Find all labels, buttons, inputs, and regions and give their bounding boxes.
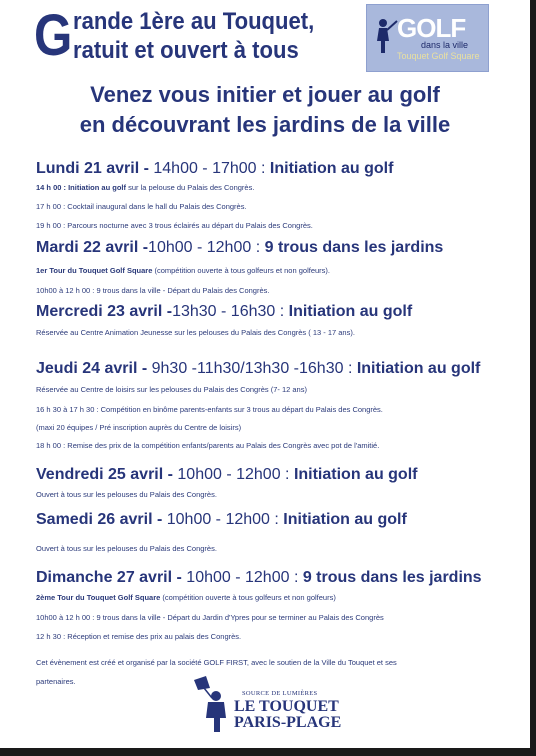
day-heading-sunday — [36, 569, 482, 587]
day-label: Mardi 22 avril - — [36, 239, 149, 256]
header-line-1: rande 1ère au Touquet, — [73, 8, 315, 35]
day-title: 9 trous dans les jardins — [302, 569, 482, 586]
footer-logo-tagline: SOURCE DE LUMIÈRES — [242, 690, 318, 697]
schedule-line: Ouvert à tous sur les pelouses du Palais des Congrès. — [36, 544, 217, 553]
schedule-line: 1er Tour du Touquet Golf Square (compétition ouverte à tous golfeurs et non golfeurs). — [36, 266, 330, 275]
day-time: 14h00 - 17h00 : — [148, 160, 270, 177]
day-heading-tuesday — [36, 239, 443, 257]
schedule-line: Réservée au Centre Animation Jeunesse sur les pelouses du Palais des Congrès ( 13 - 17 ans). — [36, 328, 355, 337]
day-title: Initiation au golf — [269, 160, 394, 177]
schedule-line: 12 h 30 : Réception et remise des prix au palais des Congrès. — [36, 632, 242, 641]
schedule-line: (maxi 20 équipes / Pré inscription auprès du Centre de loisirs) — [36, 423, 242, 432]
child-with-kite-icon — [190, 676, 234, 734]
subtitle-line-2: en découvrant les jardins de la ville — [79, 112, 451, 137]
scan-edge-right — [530, 0, 536, 756]
schedule-line: 10h00 à 12 h 00 : 9 trous dans la ville - Départ du Jardin d'Ypres pour se terminer au Palais des Congrès — [36, 613, 384, 622]
day-heading-friday — [36, 466, 417, 484]
day-label: Dimanche 27 avril - — [36, 569, 182, 586]
day-title: 9 trous dans les jardins — [264, 239, 444, 256]
footer-logo-name-1: LE TOUQUET — [234, 698, 339, 715]
day-time: 10h00 - 12h00 : — [172, 466, 294, 483]
footer-text-line-1: Cet évènement est créé et organisé par la société GOLF FIRST, avec le soutien de la Ville du Touquet et ses — [36, 658, 397, 667]
schedule-line: 17 h 00 : Cocktail inaugural dans le hall du Palais des Congrès. — [36, 202, 247, 211]
logo-brand: Touquet Golf Square — [397, 51, 480, 61]
logo-subtitle: dans la ville — [421, 40, 469, 50]
schedule-line: 14 h 00 : Initiation au golf sur la pelouse du Palais des Congrès. — [36, 183, 255, 192]
day-heading-thursday — [36, 360, 480, 378]
day-label: Vendredi 25 avril - — [36, 466, 173, 483]
footer-logo-name-2: PARIS-PLAGE — [234, 714, 342, 731]
header-big-letter: G — [34, 3, 73, 68]
day-title: Initiation au golf — [283, 511, 407, 528]
day-title: Initiation au golf — [288, 303, 413, 320]
day-label: Mercredi 23 avril - — [36, 303, 173, 320]
day-time: 9h30 -11h30/13h30 -16h30 : — [147, 360, 357, 377]
day-title: Initiation au golf — [356, 360, 481, 377]
schedule-line: Réservée au Centre de loisirs sur les pelouses du Palais des Congrès (7- 12 ans) — [36, 385, 307, 394]
day-heading-wednesday — [36, 303, 412, 321]
day-time: 13h30 - 16h30 : — [172, 303, 289, 320]
day-time: 10h00 - 12h00 : — [181, 569, 303, 586]
header-line-2: ratuit et ouvert à tous — [73, 37, 299, 64]
day-heading-monday — [36, 160, 393, 178]
day-time: 10h00 - 12h00 : — [148, 239, 265, 256]
logo-golf-text: GOLF — [397, 13, 466, 43]
subtitle-line-1: Venez vous initier et jouer au golf — [90, 82, 440, 107]
schedule-line: 18 h 00 : Remise des prix de la compétition enfants/parents au Palais des Congrès avec pot de l'amitié. — [36, 441, 380, 450]
golf-dans-la-ville-logo — [366, 4, 489, 72]
day-title: Initiation au golf — [293, 466, 418, 483]
day-label: Lundi 21 avril - — [36, 160, 149, 177]
schedule-line: 19 h 00 : Parcours nocturne avec 3 trous éclairés au départ du Palais des Congrès. — [36, 221, 313, 230]
day-heading-saturday — [36, 511, 407, 529]
schedule-line: 10h00 à 12 h 00 : 9 trous dans la ville - Départ du Palais des Congrès. — [36, 286, 270, 295]
schedule-line: 2ème Tour du Touquet Golf Square (compétition ouverte à tous golfeurs et non golfeurs) — [36, 593, 336, 602]
footer-text-line-2: partenaires. — [36, 677, 76, 686]
schedule-line: Ouvert à tous sur les pelouses du Palais des Congrès. — [36, 490, 217, 499]
day-label: Samedi 26 avril - — [36, 511, 163, 528]
le-touquet-logo — [190, 676, 350, 734]
schedule-line: 16 h 30 à 17 h 30 : Compétition en binôme parents-enfants sur 3 trous au départ du Palais des Congrès. — [36, 405, 383, 414]
day-label: Jeudi 24 avril - — [36, 360, 148, 377]
golfer-icon — [373, 17, 399, 57]
scan-edge-bottom — [0, 748, 536, 756]
day-time: 10h00 - 12h00 : — [162, 511, 284, 528]
